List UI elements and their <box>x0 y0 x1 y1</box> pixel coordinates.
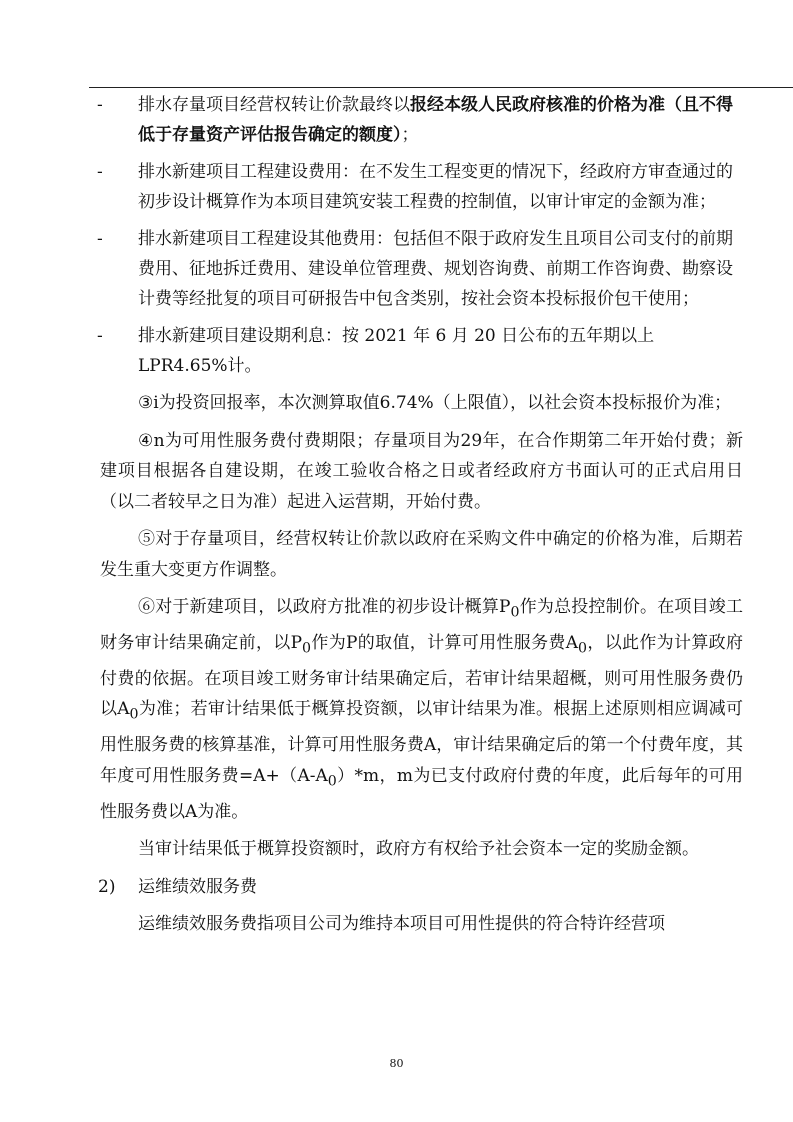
paragraph-existing-project: ⑤对于存量项目，经营权转让价款以政府在采购文件中确定的价格为准，后期若发生重大变更方作调整。 <box>100 529 743 580</box>
paragraph-new-project <box>0 592 793 827</box>
paragraph-payment-period: ④n为可用性服务费付费期限；存量项目为29年，在合作期第二年开始付费；新建项目根据各自建设期，在竣工验收合格之日或者经政府方书面认可的正式启用日（以二者较早之日为准）起进入运营期，开始付费。 <box>100 430 743 512</box>
page-number: 80 <box>389 1057 404 1070</box>
header-rule <box>89 87 793 88</box>
bullet-bold-text: 报经本级人民政府核准的价格为准（且不得低于存量资产评估报告确定的额度） <box>138 95 733 145</box>
subscript: 0 <box>327 773 337 790</box>
bullet-dash: - <box>97 95 103 115</box>
heading-text: 运维绩效服务费 <box>138 876 257 897</box>
subscript: 0 <box>510 604 520 621</box>
text-run: 为准；若审计结果低于概算投资额，以审计结果为准。根据上述原则相应调减可用性服务费的核算基准，计算可用性服务费A，审计结果确定后的第一个付费年度，其年度可用性服务费=A+（A-A <box>100 699 743 786</box>
paragraph-return-rate: ③i为投资回报率，本次测算取值6.74%（上限值），以社会资本投标报价为准； <box>138 393 732 413</box>
text-run: ，以此作为计算政府付费的依据。在项目竣工财务审计结果确定后，若审计结果超概，则可用性服务费仍以A <box>100 632 743 720</box>
bullet-text: 排水新建项目工程建设其他费用：包括但不限于政府发生且项目公司支付的前期费用、征地拆迁费用、建设单位管理费、规划咨询费、前期工作咨询费、勘察设计费等经批复的项目可研报告中包含类别，按社会资本投标报价包干使用； <box>138 229 733 309</box>
document-body <box>0 90 793 946</box>
heading-number: 2) <box>98 876 116 897</box>
subscript: 0 <box>578 640 588 657</box>
bullet-text: 排水新建项目工程建设费用：在不发生工程变更的情况下，经政府方审查通过的初步设计概算作为本项目建筑安装工程费的控制值，以审计审定的金额为准； <box>138 162 733 212</box>
bullet-item-3 <box>0 224 793 314</box>
text-run: 作为总投控制价。在项目竣工财务审计结果确定前，以P <box>100 597 744 653</box>
bullet-text-end: ； <box>401 125 419 145</box>
bullet-item-4 <box>0 321 793 381</box>
paragraph-om-fee: 运维绩效服务费指项目公司为维持本项目可用性提供的符合特许经营项 <box>138 913 665 934</box>
bullet-dash: - <box>97 326 103 346</box>
bullet-text: 排水新建项目建设期利息：按 2021 年 6 月 20 日公布的五年期以上 LPR4.65%计。 <box>138 326 655 376</box>
text-run: ⑥对于新建项目，以政府方批准的初步设计概算P <box>138 597 511 617</box>
subscript: 0 <box>129 706 139 723</box>
text-run: ）*m，m为已支付政府付费的年度，此后每年的可用性服务费以A为准。 <box>100 765 743 822</box>
bullet-item-2 <box>0 157 793 217</box>
section-heading <box>0 872 793 902</box>
text-run: 作为P的取值，计算可用性服务费A <box>311 632 579 653</box>
bullet-text: 排水存量项目经营权转让价款最终以 <box>138 95 410 115</box>
bullet-dash: - <box>97 162 103 182</box>
paragraph-reward: 当审计结果低于概算投资额时，政府方有权给予社会资本一定的奖励金额。 <box>138 839 699 860</box>
bullet-item-1 <box>0 90 793 150</box>
subscript: 0 <box>302 640 312 657</box>
bullet-dash: - <box>97 229 103 249</box>
